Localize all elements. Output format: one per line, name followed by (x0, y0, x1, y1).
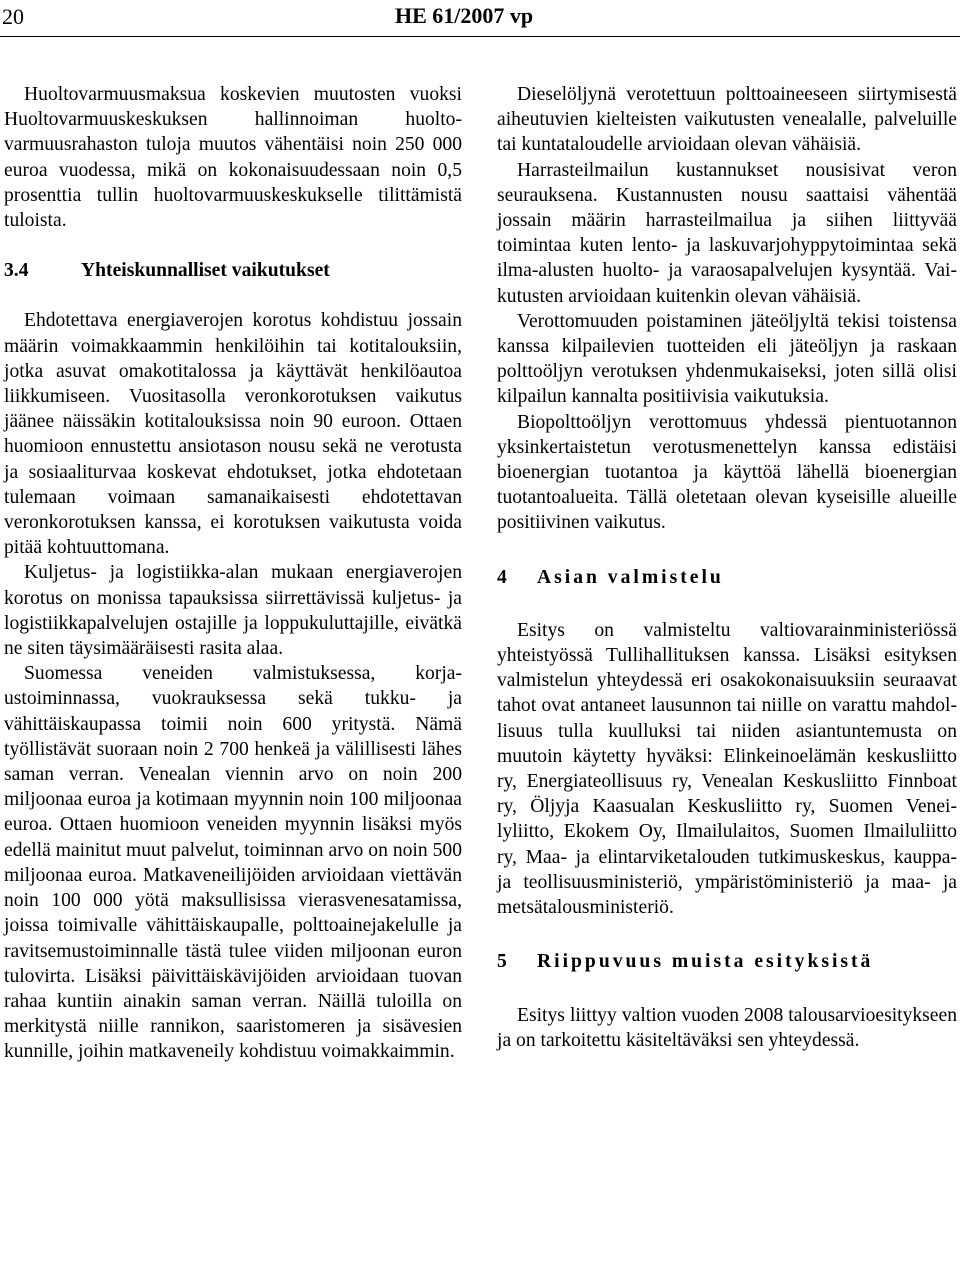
document-id: HE 61/2007 vp (395, 3, 534, 28)
section-title: Yhteiskunnalliset vaikutukset (81, 260, 330, 282)
paragraph: Huoltovarmuusmaksua koskevien muutosten vuoksi Huoltovarmuuskeskuksen hallinnoiman huolto-varmuusrahaston tuloja muutos vähentäisi noin 250 000 euroa vuodessa, mikä on kokonaisuudessaan noin 0,5 prosenttia tullin huoltovarmuuskeskukselle tilittämistä tuloista. (4, 84, 462, 232)
chapter-heading (497, 949, 957, 974)
page-number: 20 (2, 4, 24, 29)
right-column (497, 82, 957, 1053)
paragraph: Ehdotettava energiaverojen korotus kohdistuu jossain määrin voimakkaammin henkilöihin tai kotitalouksiin, jotka asuvat omakotitalossa ja käyttävät henkilöautoa liikkumiseen. Vuositasolla veronkorotuksen vaikutus jäänee näissäkin kotitalouksissa noin 90 euroon. Ottaen huomioon ennustettu ansiotason nousu sekä ne verotusta ja sosiaaliturvaa koskevat ehdotukset, jotka ehdotetaan tulemaan voimaan samanaikaisesti ehdotettavan veronkorotuksen kanssa, ei korotuksen vaikutusta voida pitää kohtuuttomana. (4, 310, 462, 559)
chapter-heading (497, 565, 957, 590)
paragraph: Biopolttoöljyn verottomuus yhdessä pientuotannon yksinkertaistetun verotusmenettelyn kanssa edistäisi bioenergian tuotantoa ja käyttöä lähellä bioenergian tuotantoalueita. Tällä oletetaan olevan kyseisille alueille positiivinen vaikutus. (497, 411, 957, 534)
paragraph: Kuljetus- ja logistiikka-alan mukaan energiaverojen korotus on monissa tapauksissa siirrettävissä kuljetus- ja logistiikkapalvelujen ostajille ja loppukuluttajille, eivätkä ne siten täysimääräisesti rasita alaa. (4, 562, 462, 660)
section-number: 3.4 (4, 260, 29, 282)
chapter-title: Riippuvuus muista esityksistä (537, 951, 874, 973)
paragraph: Esitys liittyy valtion vuoden 2008 talousarvioesitykseen ja on tarkoitettu käsiteltäväksi sen yhteydessä. (497, 1004, 957, 1051)
chapter-title: Asian valmistelu (537, 566, 724, 588)
paragraph: Harrasteilmailun kustannukset nousisivat veron seurauksena. Kustannusten nousu saattaisi vähentää jossain määrin harrasteilmailua ja siihen liittyvää toimintaa kuten lento- ja laskuvarjohyppytoimintaa sekä ilma-alusten huolto- ja varaosapalvelujen kysyntää. Vaikutusten arvioidaan kuitenkin olevan vähäisiä. (497, 159, 957, 307)
paragraph: Verottomuuden poistaminen jäteöljyltä tekisi toistensa kanssa kilpailevien tuotteiden eli jäteöljyn ja raskaan polttoöljyn verotuksen yhdenmukaiseksi, joten sillä olisi kilpailun kannalta positiivisia vaikutuksia. (497, 310, 957, 408)
header-rule (0, 36, 960, 37)
paragraph: Dieselöljynä verotettuun polttoaineeseen siirtymisestä aiheutuvien kielteisten vaikutusten venealalle, palveluille tai kuntataloudelle arvioidaan olevan vähäisiä. (497, 84, 957, 156)
section-heading (4, 258, 462, 283)
paragraph: Esitys on valmisteltu valtiovarainministeriössä yhteistyössä Tullihallituksen kanssa. Lisäksi esityksen valmistelun yhteydessä eri osakokonaisuuksiin seuraavat tahot ovat antaneet lausunnon tai niille on varattu mahdollisuus tulla kuulluksi tai niiden asiantuntemusta on muutoin käytetty hyväksi: Elinkeinoelämän keskusliitto ry, Energiateollisuus ry, Venealan Keskusliitto Finnboat ry, Öljyja Kaasualan Keskusliitto ry, Suomen Veneilyliitto, Ekokem Oy, Ilmailulaitos, Suomen Ilmailuliitto ry, Maa- ja elintarviketalouden tutkimuskeskus, kauppa- ja teollisuusministeriö, ympäristöministeriö ja maa- ja metsätalousministeriö. (497, 619, 957, 919)
paragraph: Suomessa veneiden valmistuksessa, korjaustoiminnassa, vuokrauksessa sekä tukku- ja vähittäiskaupassa toimii noin 600 yritystä. Nämä työllistävät suoraan noin 2 700 henkeä ja välillisesti lähes saman verran. Venealan viennin arvo on noin 200 miljoonaa euroa ja kotimaan myynnin noin 100 miljoonaa euroa. Ottaen huomioon veneiden myynnin lisäksi myös edellä mainitut muut palvelut, toiminnan arvo on noin 500 miljoonaa euroa. Matkaveneilijöiden arvioidaan viettävän noin 100 000 yötä maksullisissa vierasvenesatamissa, joissa toimivalle vähittäiskaupalle, polttoainejakelulle ja ravitsemustoiminnalle tästä tulee viiden miljoonan euron tulovirta. Lisäksi päivittäiskävijöiden arvioidaan tuovan rahaa kuntiin ainakin saman verran. Näillä tuloilla on merkitystä niille rannikon, saaristomeren ja sisävesien kunnille, joihin matkaveneily kohdistuu voimakkaimmin. (4, 663, 462, 1063)
chapter-number: 5 (497, 951, 507, 973)
left-column (4, 82, 462, 1065)
chapter-number: 4 (497, 566, 507, 588)
